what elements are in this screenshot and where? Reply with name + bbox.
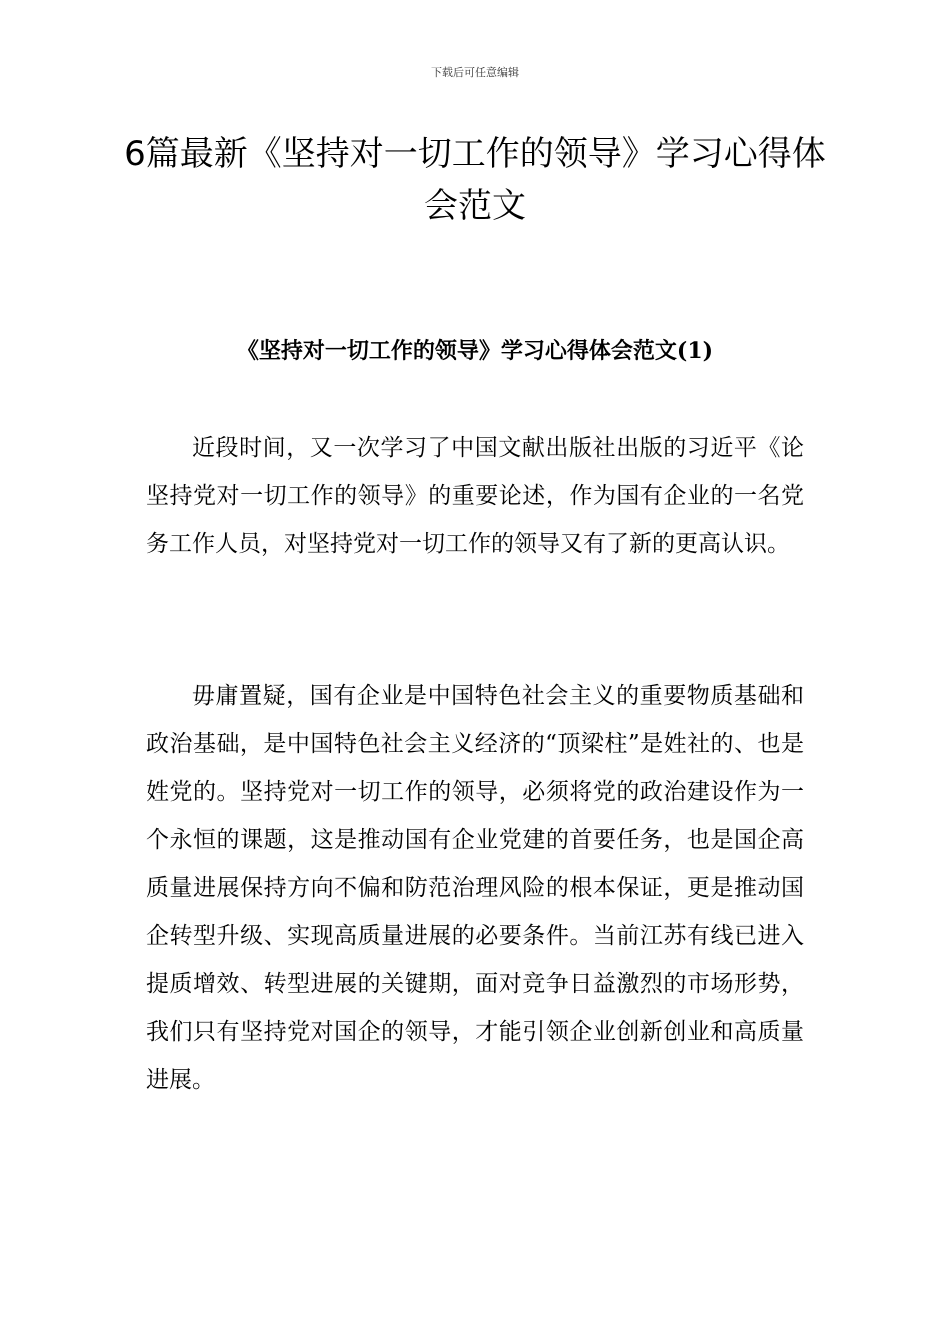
header-note: 下载后可任意编辑	[431, 66, 519, 79]
paragraph-2: 毋庸置疑，国有企业是中国特色社会主义的重要物质基础和政治基础，是中国特色社会主义经济的“顶梁柱”是姓社的、也是姓党的。坚持党对一切工作的领导，必须将党的政治建设作为一个永恒的课题，这是推动国有企业党建的首要任务，也是国企高质量进展保持方向不偏和防范治理风险的根本保证，更是推动国企转型升级、实现高质量进展的必要条件。当前江苏有线已进入提质增效、转型进展的关键期，面对竞争日益激烈的市场形势，我们只有坚持党对国企的领导，才能引领企业创新创业和高质量进展。	[146, 683, 804, 1093]
document-title: 6篇最新《坚持对一切工作的领导》学习心得体会范文	[124, 134, 826, 226]
section-subtitle: 《坚持对一切工作的领导》学习心得体会范文(1)	[236, 338, 714, 364]
paragraph-1: 近段时间，又一次学习了中国文献出版社出版的习近平《论坚持党对一切工作的领导》的重要论述，作为国有企业的一名党务工作人员，对坚持党对一切工作的领导又有了新的更高认识。	[146, 435, 804, 557]
